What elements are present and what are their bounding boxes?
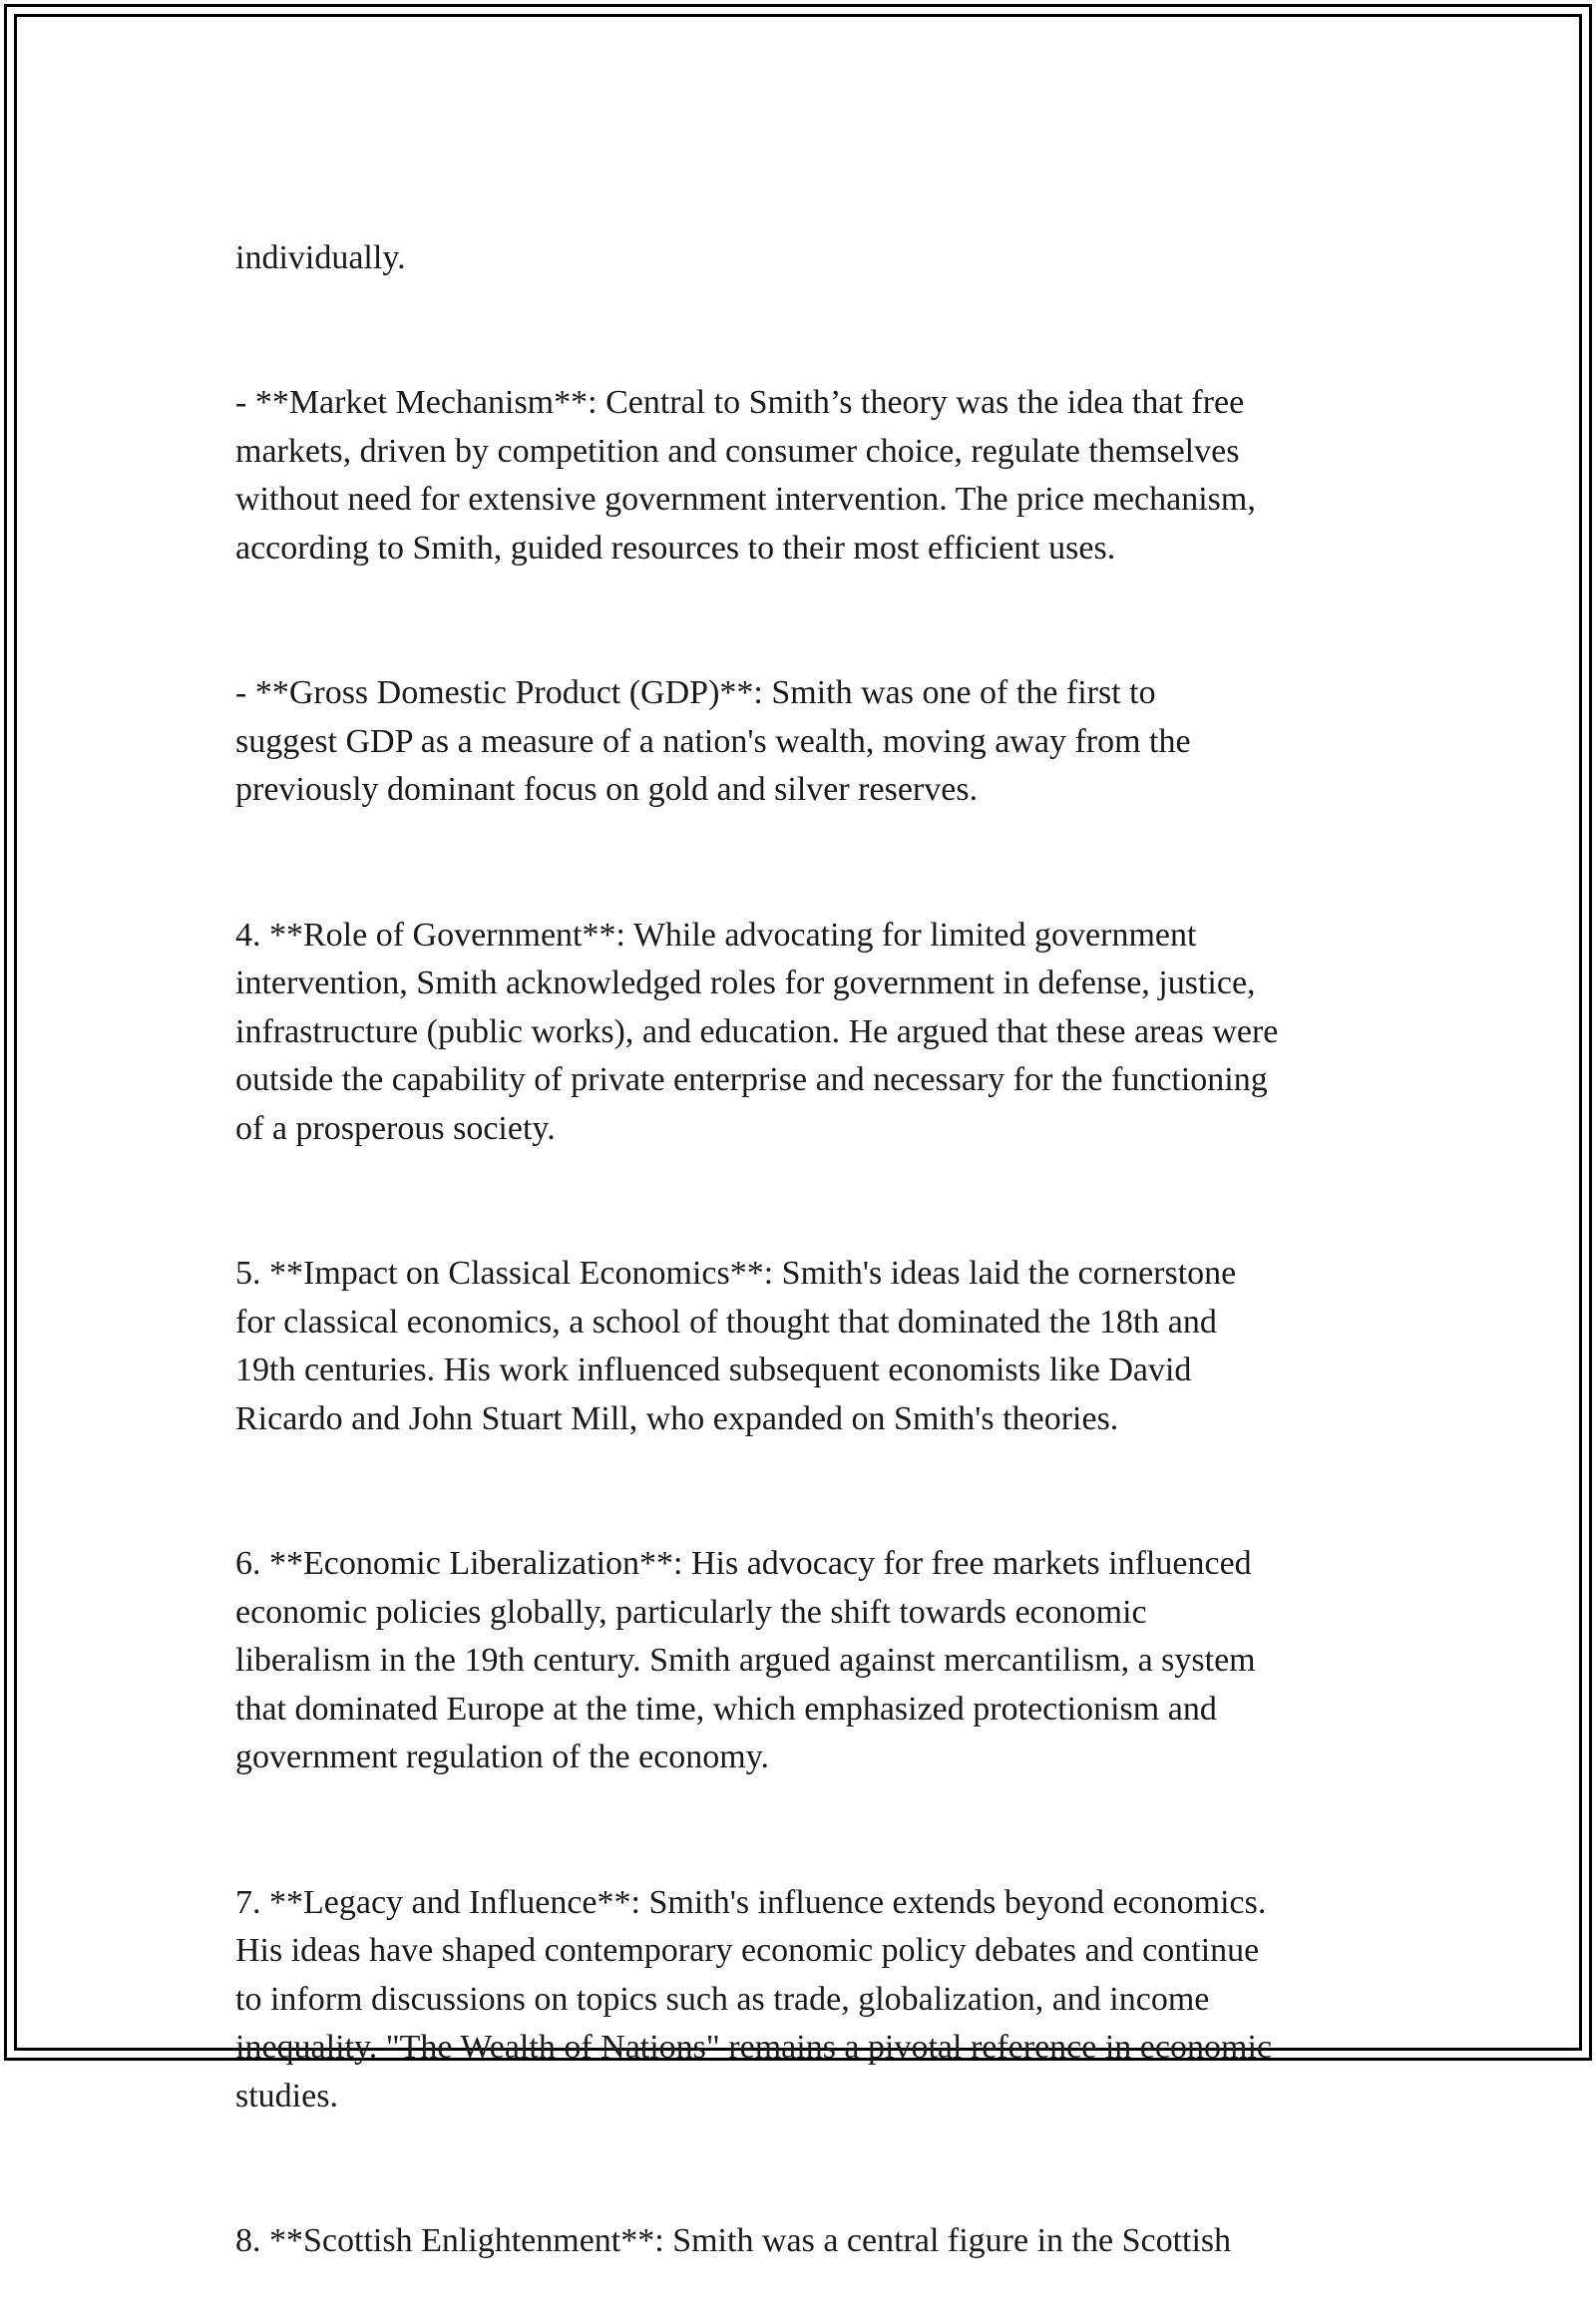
document-body xyxy=(235,186,1393,2314)
paragraph-role-of-government: 4. **Role of Government**: While advocating for limited government intervention, Smith acknowledged roles for government in defense, justice, infrastructure (public works), and education. He argued that these areas were outside the capability of private enterprise and necessary for the functioning of a prosperous society. xyxy=(235,916,1279,1147)
paragraph-scottish-enlightenment: 8. **Scottish Enlightenment**: Smith was a central figure in the Scottish xyxy=(235,2222,1232,2259)
paragraph-gdp: - **Gross Domestic Product (GDP)**: Smith was one of the first to suggest GDP as a measure of a nation's wealth, moving away from the previously dominant focus on gold and silver reserves. xyxy=(235,674,1191,808)
paragraph-legacy-influence: 7. **Legacy and Influence**: Smith's influence extends beyond economics. His ideas have shaped contemporary economic policy debates and continue to inform discussions on topics such as trade, globalization, and income inequality. "The Wealth of Nations" remains a pivotal reference in economic studies. xyxy=(235,1883,1272,2115)
paragraph-classical-economics: 5. **Impact on Classical Economics**: Smith's ideas laid the cornerstone for classical economics, a school of thought that dominated the 18th and 19th centuries. His work influenced subsequent economists like David Ricardo and John Stuart Mill, who expanded on Smith's theories. xyxy=(235,1255,1237,1437)
paragraph-economic-liberalization: 6. **Economic Liberalization**: His advocacy for free markets influenced economic policies globally, particularly the shift towards economic liberalism in the 19th century. Smith argued against mercantilism, a system that dominated Europe at the time, which emphasized protectionism and government regulation of the economy. xyxy=(235,1545,1256,1775)
paragraph-continuation: individually. xyxy=(235,238,406,276)
paragraph-market-mechanism: - **Market Mechanism**: Central to Smith’s theory was the idea that free markets, driven by competition and consumer choice, regulate themselves without need for extensive government intervention. The price mechanism, according to Smith, guided resources to their most efficient uses. xyxy=(235,384,1256,567)
